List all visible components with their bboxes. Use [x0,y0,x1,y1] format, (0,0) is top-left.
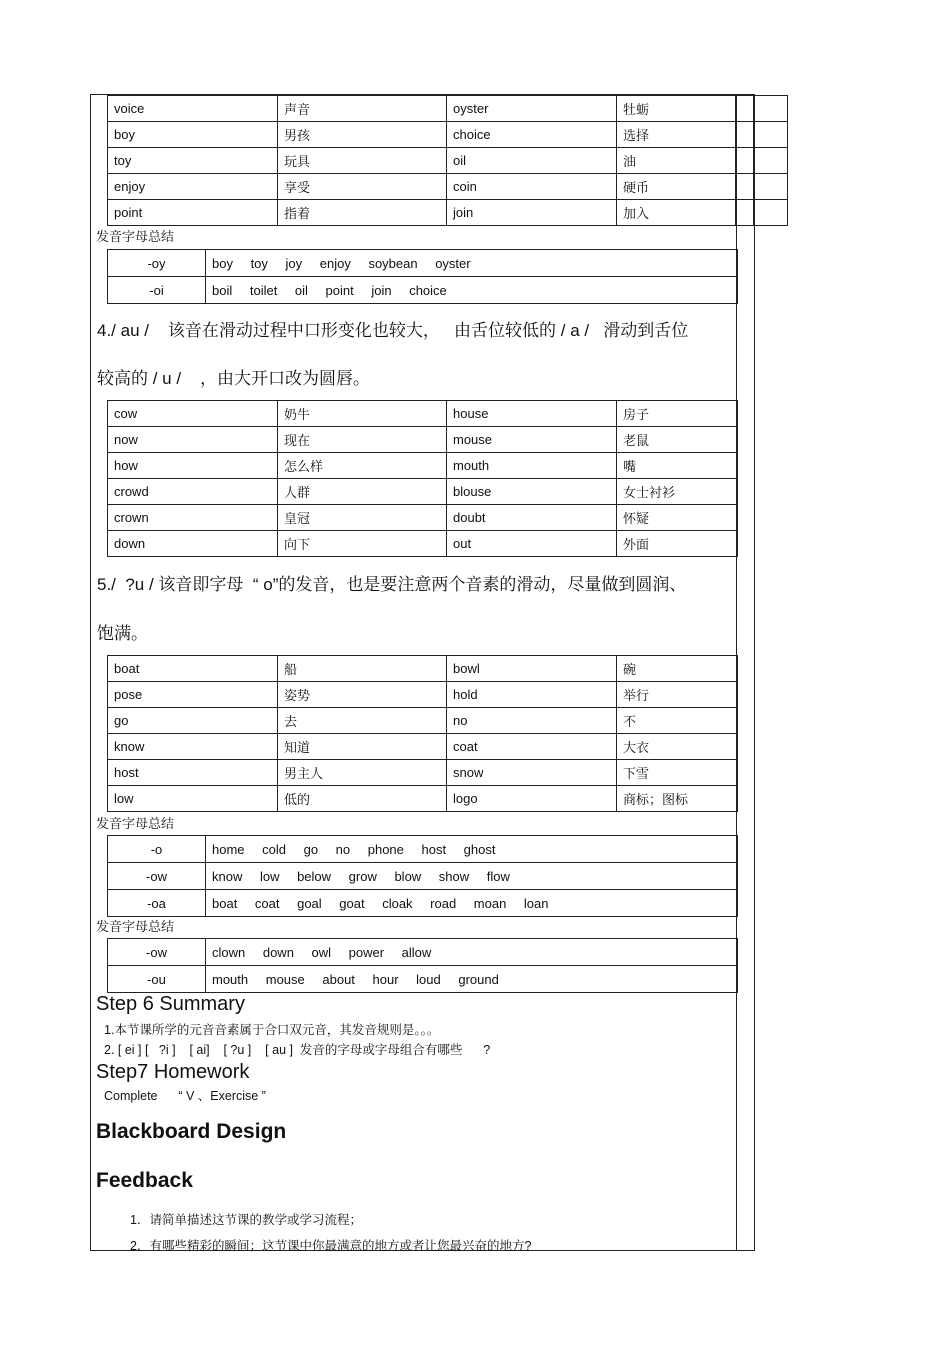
vocab-table-au [107,400,738,557]
table-row: -ow know low below grow blow show flow [108,863,738,890]
frame-left-line [90,94,91,1250]
feedback-question-1: 1．请简单描述这节课的教学或学习流程； [130,1213,362,1227]
summary-label: 发音字母总结 [96,919,175,934]
table-row: how 怎么样 mouth 嘴 [108,453,738,479]
table-row: boy 男孩 choice 选择 [108,122,788,148]
table-row: point 指着 join 加入 [108,200,788,226]
table-row: -ou mouth mouse about hour loud ground [108,966,738,993]
step7-line1: Complete “ V 、Exercise ” [104,1089,266,1103]
summary-table-o [107,835,738,917]
table-row: cow 奶牛 house 房子 [108,401,738,427]
feedback-heading: Feedback [96,1169,193,1192]
table-row: know 知道 coat 大衣 [108,734,738,760]
table-row: low 低的 logo 商标；图标 [108,786,738,812]
summary-table-ow [107,938,738,993]
feedback-question-2: 2．有哪些精彩的瞬间；这节课中你最满意的地方或者让您最兴奋的地方? [130,1239,532,1253]
table-row: toy 玩具 oil 油 [108,148,788,174]
table-row: pose 姿势 hold 举行 [108,682,738,708]
table-row: crowd 人群 blouse 女士衬衫 [108,479,738,505]
paragraph-au-line1: 4./ au / 该音在滑动过程中口形变化也较大， 由舌位较低的 / a / 滑动到舌位 [97,321,689,340]
paragraph-ou-line1: 5./ ?u / 该音即字母 “ o”的发音，也是要注意两个音素的滑动，尽量做到圆润、 [97,575,687,594]
table-row: crown 皇冠 doubt 怀疑 [108,505,738,531]
step7-heading: Step7 Homework [96,1061,250,1083]
table-row: -o home cold go no phone host ghost [108,836,738,863]
table-row: voice 声音 oyster 牡蛎 [108,96,788,122]
step6-line1: 1.本节课所学的元音音素属于合口双元音，其发音规则是。。。 [104,1023,440,1037]
table-row: -oy boy toy joy enjoy soybean oyster [108,250,738,277]
paragraph-au-line2: 较高的 / u / ，由大开口改为圆唇。 [97,369,370,388]
vocab-table-oi [107,95,788,226]
table-row: enjoy 享受 coin 硬币 [108,174,788,200]
table-row: host 男主人 snow 下雪 [108,760,738,786]
table-row: boat 船 bowl 碗 [108,656,738,682]
paragraph-ou-line2: 饱满。 [97,624,148,643]
table-row: -ow clown down owl power allow [108,939,738,966]
summary-label: 发音字母总结 [96,816,175,831]
table-row: -oi boil toilet oil point join choice [108,277,738,304]
summary-table-oi [107,249,738,304]
table-row: -oa boat coat goal goat cloak road moan loan [108,890,738,917]
vocab-table-ou [107,655,738,812]
table-row: now 现在 mouse 老鼠 [108,427,738,453]
summary-label: 发音字母总结 [96,229,175,244]
step6-heading: Step 6 Summary [96,993,245,1015]
table-row: go 去 no 不 [108,708,738,734]
step6-line2: 2. [ ei ] [ ?i ] [ ai] [ ?u ] [ au ] 发音的字母或字母组合有哪些 ? [104,1043,491,1057]
table-row: down 向下 out 外面 [108,531,738,557]
blackboard-heading: Blackboard Design [96,1120,287,1143]
frame-outer-right-line [754,94,755,1250]
